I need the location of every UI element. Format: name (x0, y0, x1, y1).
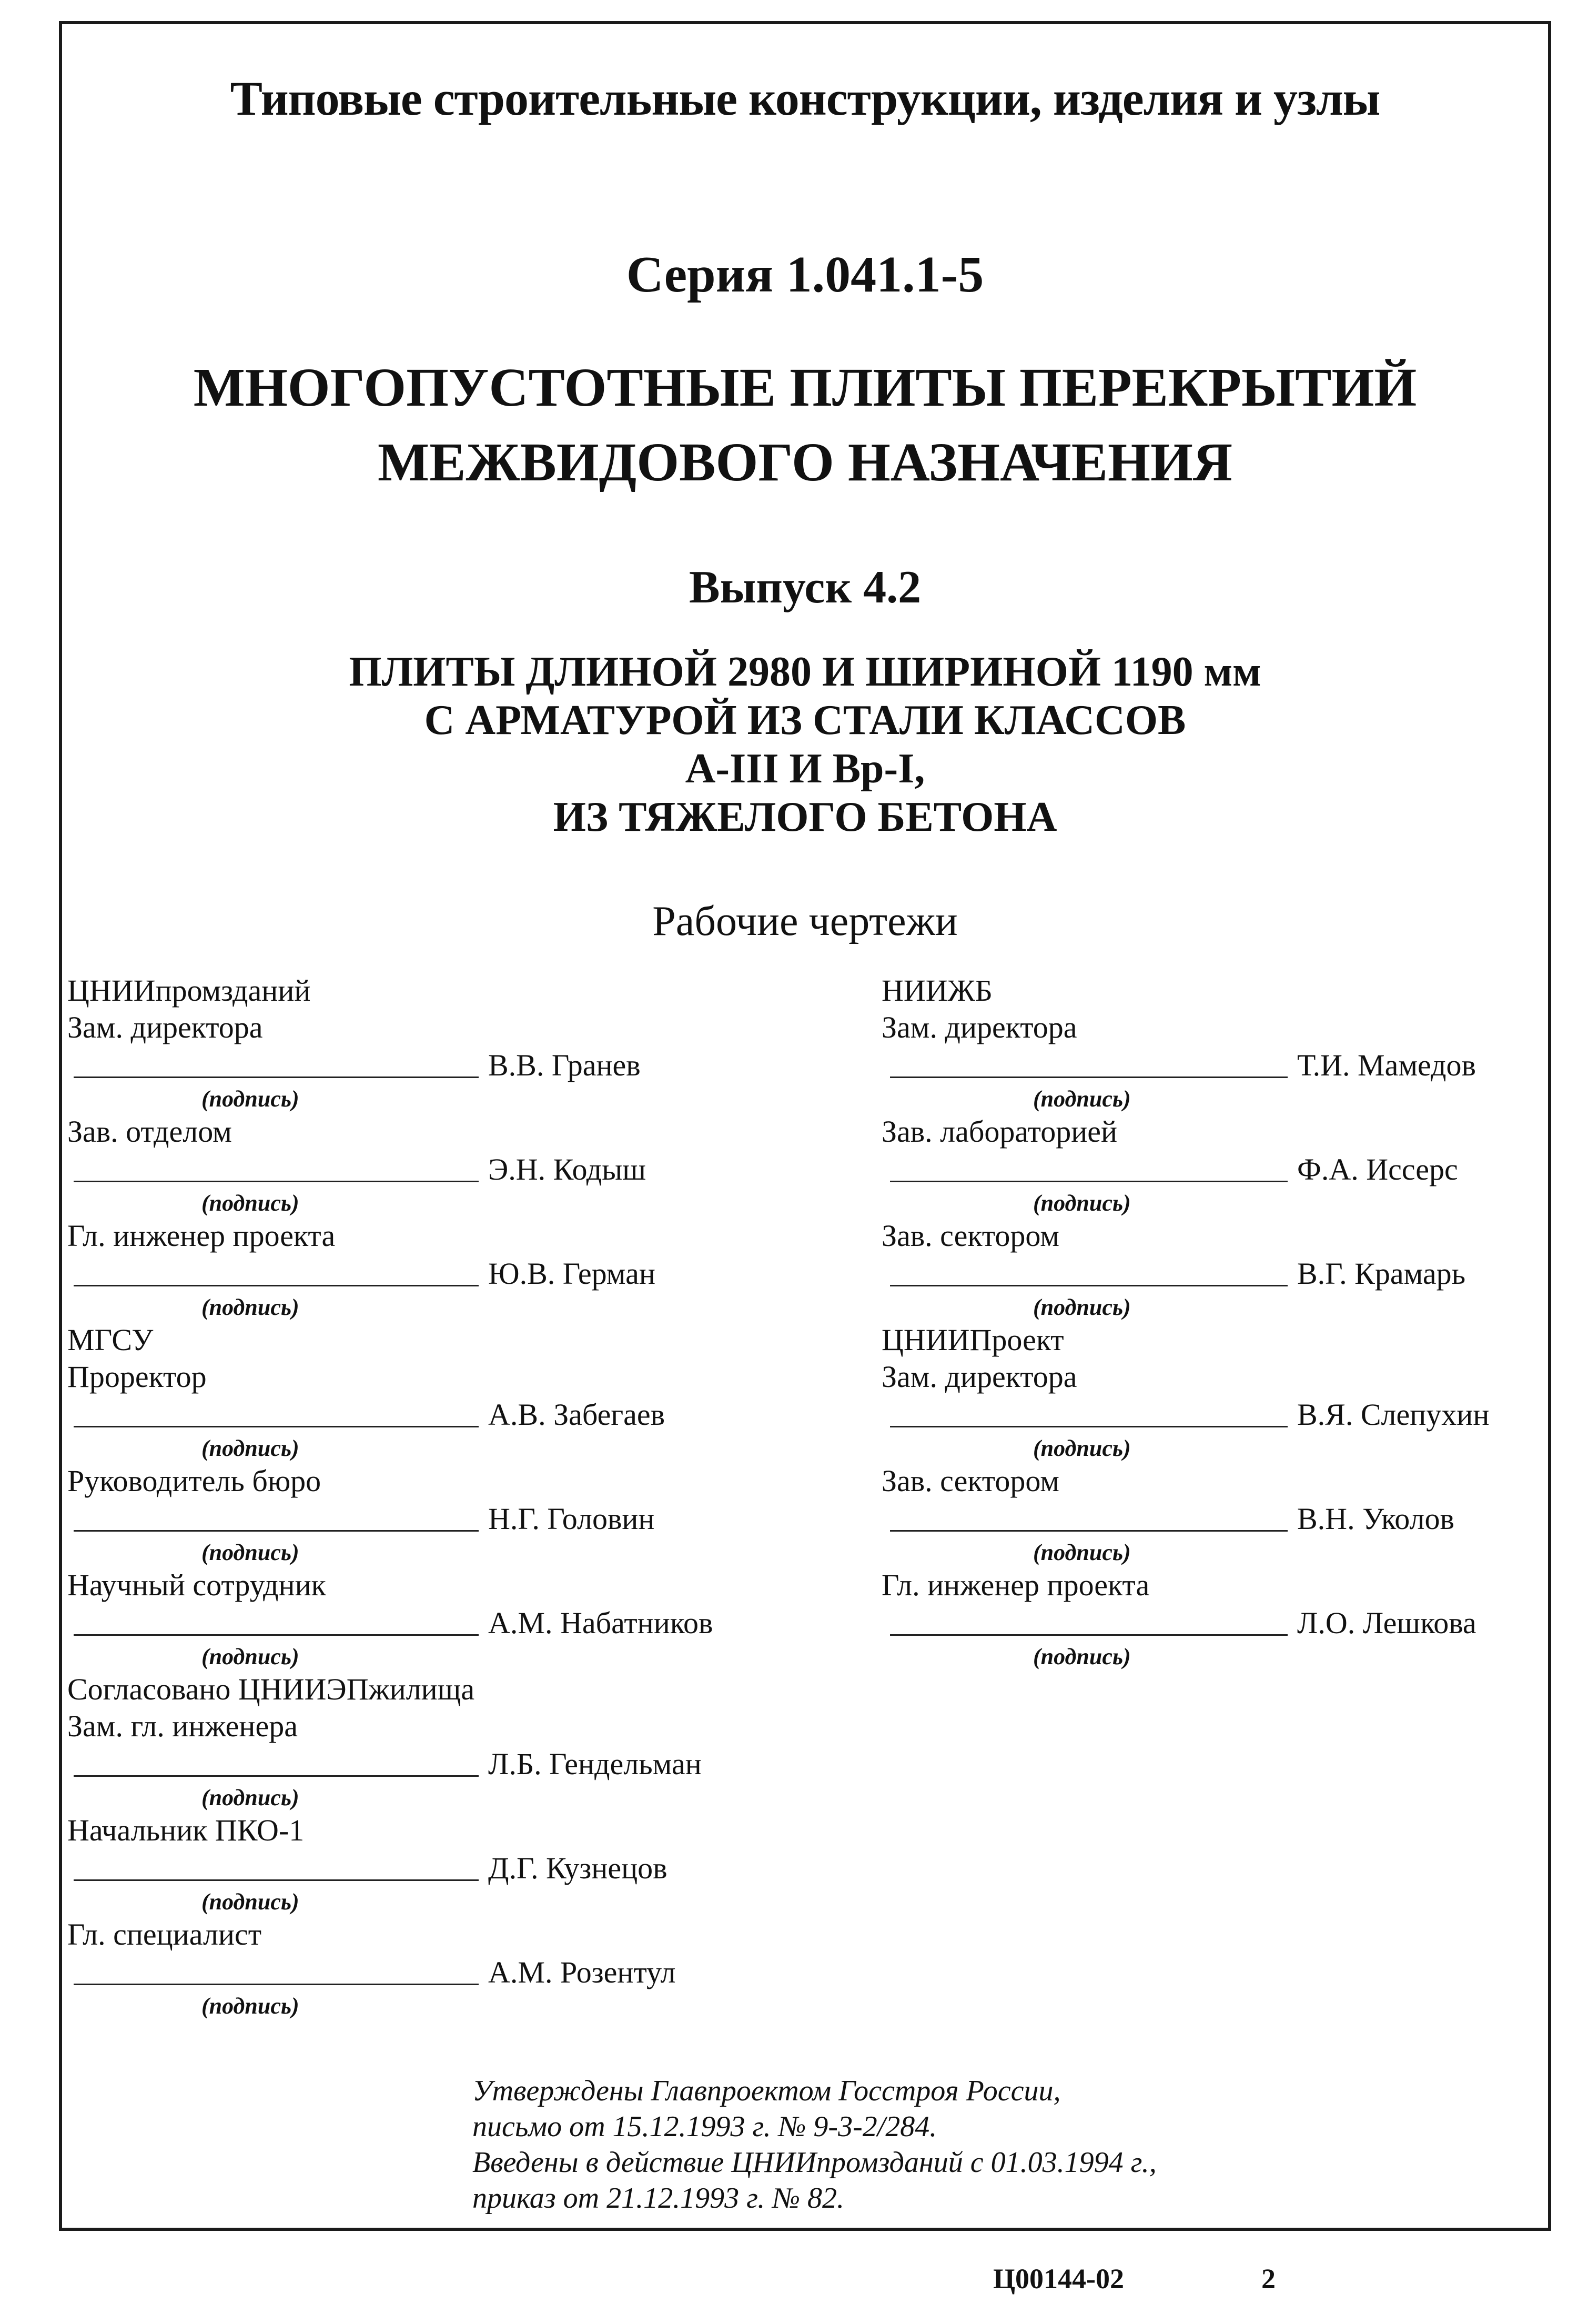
signature-line (890, 1634, 1288, 1636)
position-title: Зав. отделом (67, 1114, 232, 1149)
signature-line (74, 1285, 479, 1286)
position-title: Научный сотрудник (67, 1568, 326, 1602)
signature-caption: (подпись) (1033, 1540, 1131, 1565)
title-line: МЕЖВИДОВОГО НАЗНАЧЕНИЯ (378, 432, 1232, 492)
organization-name: Согласовано ЦНИИЭПжилища (67, 1672, 475, 1706)
signatory-name: А.В. Забегаев (488, 1397, 665, 1432)
position-title: Гл. специалист (67, 1917, 262, 1951)
approval-line: Утверждены Главпроектом Госстроя России, (472, 2075, 1061, 2107)
signatory-name: Л.Б. Гендельман (488, 1747, 702, 1781)
signatory-name: В.В. Гранев (488, 1048, 641, 1082)
signature-caption: (подпись) (1033, 1190, 1131, 1216)
signature-row (67, 1396, 814, 1433)
signature-row (67, 1850, 814, 1887)
signature-line (890, 1285, 1288, 1286)
position-title: Зам. директора (882, 1360, 1077, 1394)
signature-caption: (подпись) (201, 1644, 299, 1669)
signature-caption: (подпись) (1033, 1294, 1131, 1320)
document-subtitle (62, 648, 1548, 841)
subtitle-line: С АРМАТУРОЙ ИЗ СТАЛИ КЛАССОВ (424, 697, 1186, 743)
organization-name: МГСУ (67, 1323, 154, 1357)
subtitle-line: ИЗ ТЯЖЕЛОГО БЕТОНА (553, 794, 1057, 840)
signature-caption: (подпись) (201, 1540, 299, 1565)
signature-row (882, 1605, 1539, 1642)
signature-row (67, 1501, 814, 1537)
signatory-name: Д.Г. Кузнецов (488, 1851, 667, 1885)
document-code: Ц00144-02 (993, 2263, 1124, 2295)
position-title: Зав. сектором (882, 1464, 1059, 1498)
position-title: Зам. директора (67, 1010, 263, 1044)
signatory-name: Т.И. Мамедов (1297, 1048, 1476, 1082)
position-title: Проректор (67, 1360, 207, 1394)
signatory-name: В.Г. Крамарь (1297, 1256, 1466, 1291)
position-title: Гл. инженер проекта (882, 1568, 1150, 1602)
signature-row (882, 1047, 1539, 1084)
signature-row (67, 1605, 814, 1642)
signature-row (67, 1746, 814, 1783)
signature-line (890, 1181, 1288, 1182)
approval-note (472, 2073, 1367, 2216)
signature-row (882, 1151, 1539, 1188)
signature-line (74, 1775, 479, 1777)
right-signatures-column (882, 973, 1539, 1672)
signature-row (67, 1047, 814, 1084)
signature-caption: (подпись) (201, 1294, 299, 1320)
signature-caption: (подпись) (1033, 1644, 1131, 1669)
approval-line: Введены в действие ЦНИИпромзданий с 01.03.1994 г., (472, 2146, 1157, 2179)
position-title: Зав. лабораторией (882, 1114, 1118, 1149)
signatory-name: Э.Н. Кодыш (488, 1152, 646, 1186)
signatory-name: Н.Г. Головин (488, 1502, 655, 1536)
signature-row (882, 1501, 1539, 1537)
signature-caption: (подпись) (201, 1785, 299, 1810)
signature-row (67, 1255, 814, 1292)
signatory-name: Ю.В. Герман (488, 1256, 655, 1291)
signatory-name: Л.О. Лешкова (1297, 1606, 1476, 1640)
header-top-line: Типовые строительные конструкции, изделия и узлы (230, 72, 1380, 125)
signature-caption: (подпись) (201, 1993, 299, 2019)
signature-line (74, 1530, 479, 1532)
subtitle-line: ПЛИТЫ ДЛИНОЙ 2980 И ШИРИНОЙ 1190 мм (349, 649, 1261, 695)
organization-name: ЦНИИПроект (882, 1323, 1064, 1357)
organization-name: НИИЖБ (882, 973, 993, 1008)
position-title: Зав. сектором (882, 1219, 1059, 1253)
signature-caption: (подпись) (201, 1435, 299, 1461)
work-drawings-label: Рабочие чертежи (652, 898, 958, 944)
left-signatures-column (67, 973, 814, 2021)
position-title: Руководитель бюро (67, 1464, 321, 1498)
signature-line (74, 1984, 479, 1985)
page-number: 2 (1261, 2263, 1276, 2295)
series-number: Серия 1.041.1-5 (626, 246, 984, 303)
signature-line (890, 1426, 1288, 1427)
signatory-name: А.М. Набатников (488, 1606, 713, 1640)
signatory-name: А.М. Розентул (488, 1955, 676, 1989)
signature-caption: (подпись) (201, 1889, 299, 1915)
title-line: МНОГОПУСТОТНЫЕ ПЛИТЫ ПЕРЕКРЫТИЙ (193, 357, 1417, 418)
signatory-name: В.Я. Слепухин (1297, 1397, 1490, 1432)
signature-caption: (подпись) (201, 1086, 299, 1112)
signature-line (74, 1879, 479, 1881)
signature-row (882, 1255, 1539, 1292)
signature-caption: (подпись) (1033, 1435, 1131, 1461)
signatory-name: В.Н. Уколов (1297, 1502, 1454, 1536)
signature-caption: (подпись) (201, 1190, 299, 1216)
approval-line: письмо от 15.12.1993 г. № 9-3-2/284. (472, 2110, 937, 2143)
signature-line (74, 1634, 479, 1636)
signature-row (67, 1151, 814, 1188)
signature-line (890, 1530, 1288, 1532)
document-title (62, 350, 1548, 500)
approval-line: приказ от 21.12.1993 г. № 82. (472, 2182, 844, 2215)
signature-line (74, 1077, 479, 1078)
signature-caption: (подпись) (1033, 1086, 1131, 1112)
signature-row (882, 1396, 1539, 1433)
organization-name: ЦНИИпромзданий (67, 973, 311, 1008)
issue-number: Выпуск 4.2 (689, 562, 922, 613)
signatory-name: Ф.А. Иссерс (1297, 1152, 1458, 1186)
position-title: Зам. директора (882, 1010, 1077, 1044)
position-title: Гл. инженер проекта (67, 1219, 336, 1253)
position-title: Зам. гл. инженера (67, 1709, 298, 1743)
subtitle-line: А-III И Вр-I, (685, 746, 925, 792)
signature-line (890, 1077, 1288, 1078)
position-title: Начальник ПКО-1 (67, 1813, 305, 1847)
signature-line (74, 1426, 479, 1427)
signature-line (74, 1181, 479, 1182)
signature-row (67, 1954, 814, 1991)
